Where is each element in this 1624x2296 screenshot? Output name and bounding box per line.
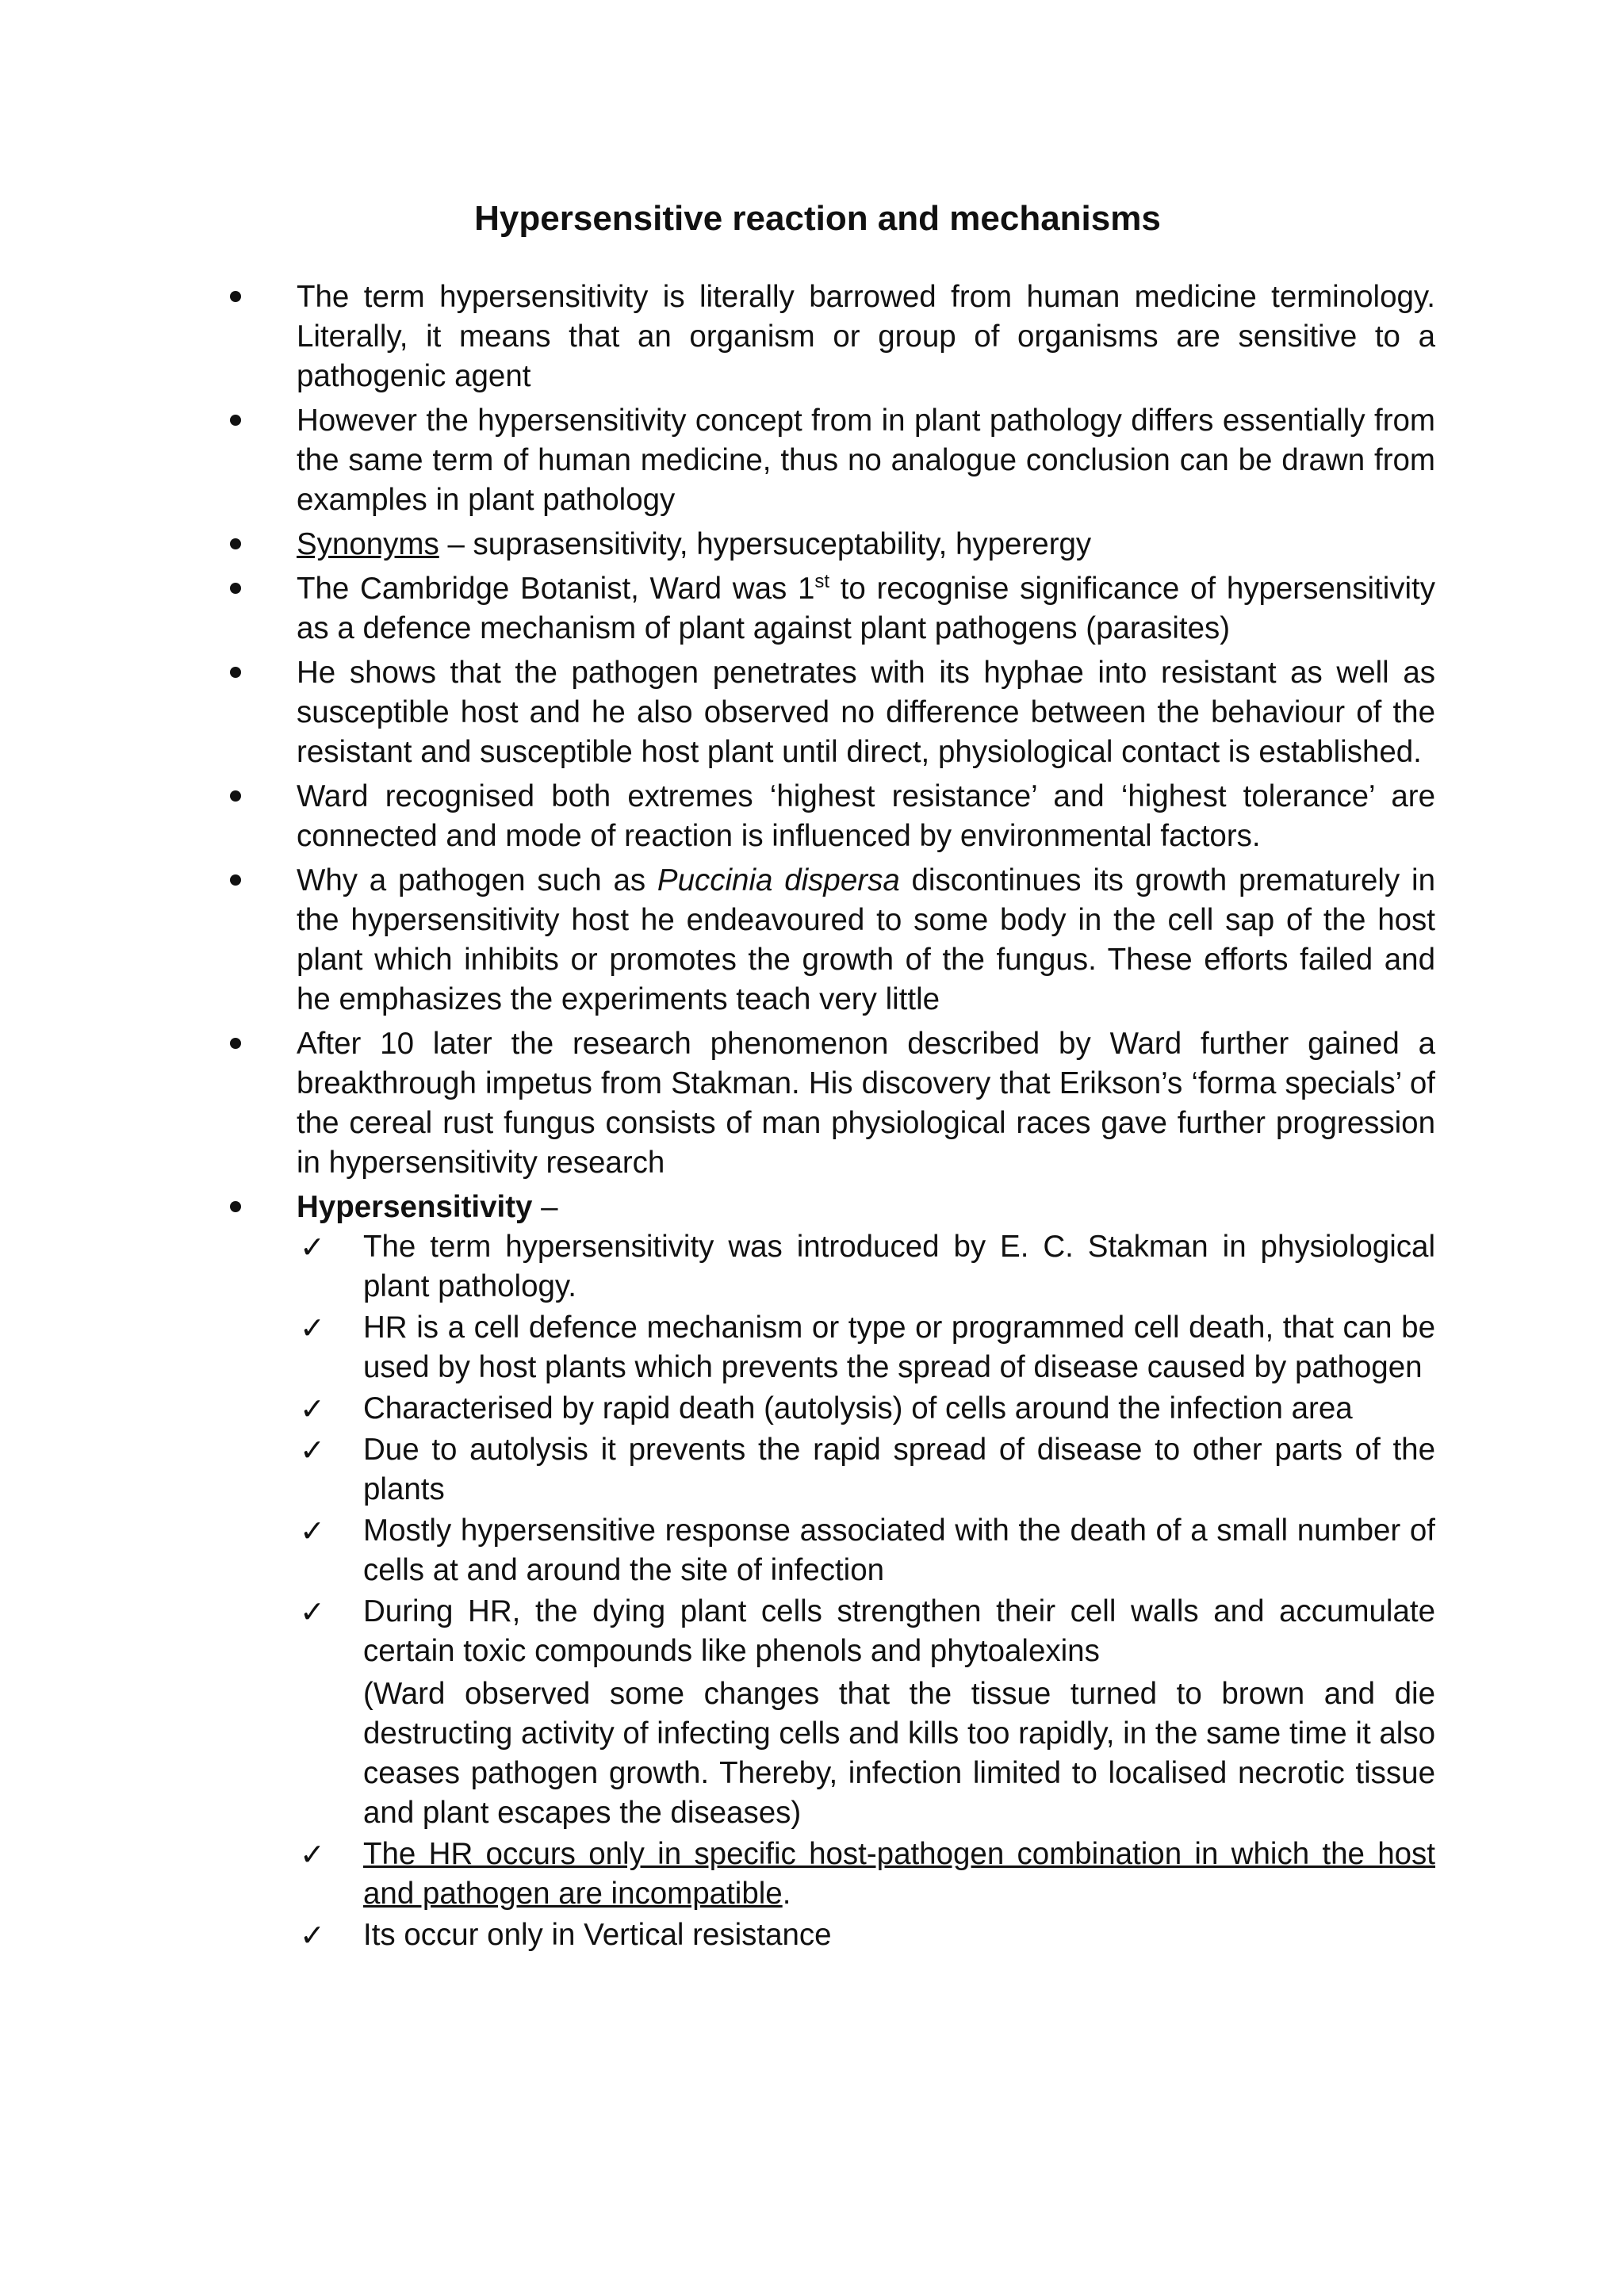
check-text: During HR, the dying plant cells strengthen their cell walls and accumulate certain toxic compounds like phenols and phytoalexins xyxy=(363,1594,1435,1668)
check-item xyxy=(297,1308,1435,1387)
list-item xyxy=(230,653,1435,772)
bullet-text xyxy=(297,569,1435,649)
text-run: . xyxy=(782,1877,791,1911)
list-item xyxy=(230,569,1435,649)
check-item xyxy=(297,1915,1435,1955)
synonyms-label: Synonyms xyxy=(297,527,439,561)
page-title: Hypersensitive reaction and mechanisms xyxy=(474,199,1161,238)
checkmark-icon: ✓ xyxy=(300,1594,325,1629)
bullet-text xyxy=(297,525,1435,564)
section-heading: Hypersensitivity xyxy=(297,1190,533,1224)
checkmark-icon: ✓ xyxy=(300,1230,325,1265)
checkmark-icon: ✓ xyxy=(300,1513,325,1548)
synonyms-text: – suprasensitivity, hypersuceptability, hyperergy xyxy=(439,527,1092,561)
check-text: Characterised by rapid death (autolysis) of cells around the infection area xyxy=(363,1391,1353,1425)
list-item xyxy=(230,1188,1435,1955)
list-item xyxy=(230,861,1435,1020)
checkmark-icon: ✓ xyxy=(300,1918,325,1953)
check-list xyxy=(297,1227,1435,1955)
bullet-list xyxy=(230,277,1435,1955)
bullet-dot-icon xyxy=(230,667,241,678)
check-item xyxy=(297,1511,1435,1590)
ordinal-superscript: st xyxy=(814,571,830,593)
bullet-dot-icon xyxy=(230,538,241,549)
list-item xyxy=(230,777,1435,856)
text-run: Why a pathogen such as xyxy=(297,863,657,897)
list-item xyxy=(230,1024,1435,1183)
check-text xyxy=(363,1835,1435,1914)
list-item xyxy=(230,525,1435,564)
bullet-dot-icon xyxy=(230,790,241,802)
text-run: The Cambridge Botanist, Ward was 1 xyxy=(297,572,815,606)
bullet-text: Ward recognised both extremes ‘highest resistance’ and ‘highest tolerance’ are connected and mode of reaction is influenced by environmental factors. xyxy=(297,779,1435,853)
document-body xyxy=(230,277,1435,1960)
bullet-dot-icon xyxy=(230,291,241,302)
bullet-dot-icon xyxy=(230,1038,241,1049)
bullet-dot-icon xyxy=(230,415,241,426)
checkmark-icon: ✓ xyxy=(300,1391,325,1426)
bullet-text: The term hypersensitivity is literally barrowed from human medicine terminology. Literally, it means that an organism or group of organisms are sensitive to a pathogenic agent xyxy=(297,280,1435,393)
check-item xyxy=(297,1430,1435,1510)
bullet-dot-icon xyxy=(230,874,241,886)
check-text: The term hypersensitivity was introduced by E. C. Stakman in physiological plant pathology. xyxy=(363,1230,1435,1303)
bullet-dot-icon xyxy=(230,583,241,594)
text-run: to recognise significance of hypersensitivity as a defence mechanism of plant against plant pathogens (parasites) xyxy=(297,572,1435,645)
check-item xyxy=(297,1227,1435,1307)
text-run: – xyxy=(532,1190,558,1224)
checkmark-icon: ✓ xyxy=(300,1433,325,1468)
check-item xyxy=(297,1835,1435,1914)
bullet-text: After 10 later the research phenomenon described by Ward further gained a breakthrough impetus from Stakman. His discovery that Erikson’s ‘forma specials’ of the cereal rust fungus consists of man physiological races gave further progression in hypersensitivity research xyxy=(297,1027,1435,1180)
check-text: Mostly hypersensitive response associated with the death of a small number of cells at and around the site of infection xyxy=(363,1513,1435,1587)
text-run: discontinues its growth prematurely in the hypersensitivity host he endeavoured to some body in the cell sap of the host plant which inhibits or promotes the growth of the fungus. These efforts failed and he emphasizes the experiments teach very little xyxy=(297,863,1435,1016)
list-item xyxy=(230,401,1435,520)
bullet-text: He shows that the pathogen penetrates with its hyphae into resistant as well as susceptible host and he also observed no difference between the behaviour of the resistant and susceptible host plant until direct, physiological contact is established. xyxy=(297,656,1435,769)
bullet-text: However the hypersensitivity concept from in plant pathology differs essentially from the same term of human medicine, thus no analogue conclusion can be drawn from examples in plant pathology xyxy=(297,404,1435,517)
check-text: Its occur only in Vertical resistance xyxy=(363,1918,832,1952)
check-item xyxy=(297,1592,1435,1833)
check-text: HR is a cell defence mechanism or type or programmed cell death, that can be used by host plants which prevents the spread of disease caused by pathogen xyxy=(363,1311,1435,1384)
ward-observation-note: (Ward observed some changes that the tissue turned to brown and die destructing activity of infecting cells and kills too rapidly, in the same time it also ceases pathogen growth. Thereby, infection limited to localised necrotic tissue and plant escapes the diseases) xyxy=(363,1677,1435,1830)
checkmark-icon: ✓ xyxy=(300,1837,325,1872)
check-text: Due to autolysis it prevents the rapid spread of disease to other parts of the plants xyxy=(363,1433,1435,1506)
bullet-dot-icon xyxy=(230,1201,241,1212)
list-item xyxy=(230,277,1435,396)
check-item xyxy=(297,1389,1435,1429)
bullet-text xyxy=(297,861,1435,1020)
bullet-text xyxy=(297,1188,1435,1227)
underlined-statement: The HR occurs only in specific host-pathogen combination in which the host and pathogen are incompatible xyxy=(363,1837,1435,1911)
checkmark-icon: ✓ xyxy=(300,1311,325,1345)
species-name: Puccinia dispersa xyxy=(657,863,900,897)
